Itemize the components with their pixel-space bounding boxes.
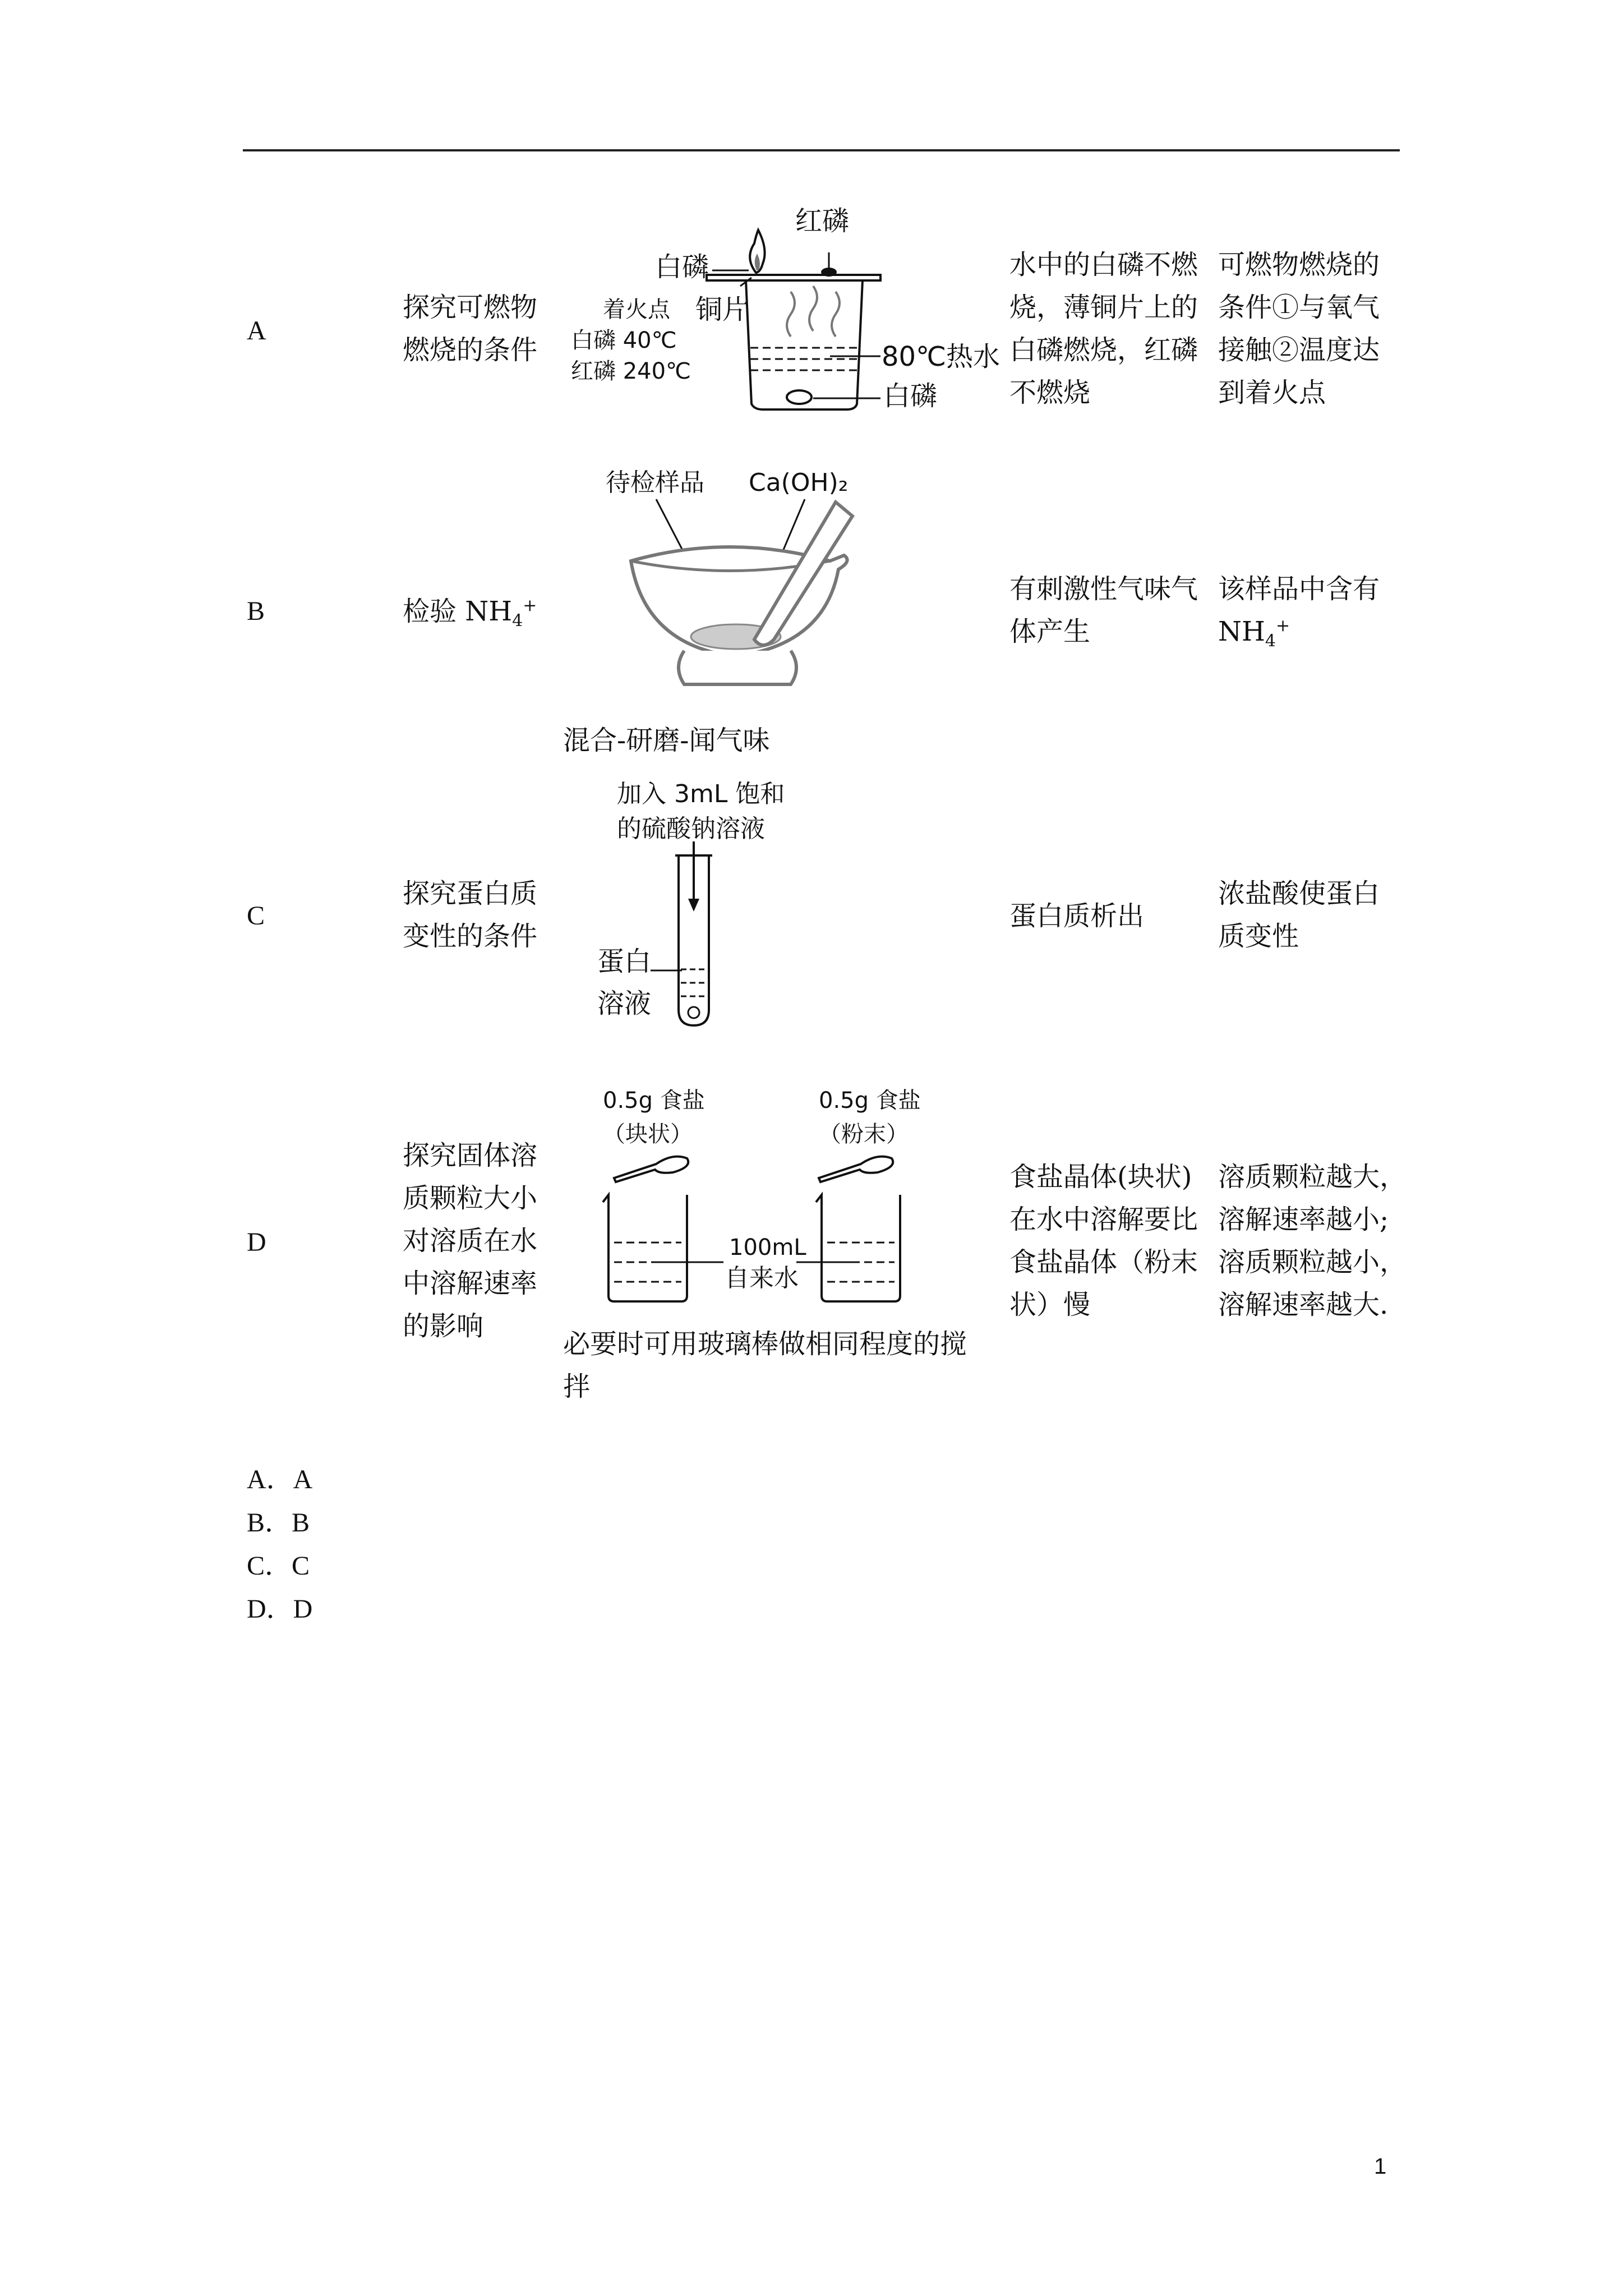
option-c[interactable]: C．C bbox=[247, 1551, 310, 1581]
spoon-right-icon bbox=[819, 1157, 893, 1182]
combustion-apparatus-figure bbox=[561, 196, 1049, 421]
row-a-purpose: 探究可燃物 燃烧的条件 bbox=[403, 292, 538, 366]
label-protein-line1: 蛋白 bbox=[597, 946, 652, 977]
option-d[interactable]: D．D bbox=[247, 1594, 313, 1624]
label-sample: 待检样品 bbox=[606, 468, 704, 497]
row-b-phenomenon: 有刺激性气味气 体产生 bbox=[1009, 573, 1198, 647]
row-b-label: B bbox=[247, 596, 265, 626]
label-white-phosphorus-top: 白磷 bbox=[655, 251, 709, 283]
row-d-label: D bbox=[247, 1227, 266, 1257]
option-a[interactable]: A．A bbox=[247, 1465, 313, 1494]
label-calcium-hydroxide: Ca(OH)₂ bbox=[749, 468, 849, 497]
header-rule bbox=[243, 149, 1400, 151]
label-salt-left-mass: 0.5g 食盐 bbox=[603, 1088, 705, 1114]
label-white-phosphorus-bottom: 白磷 bbox=[883, 380, 938, 412]
page-number: 1 bbox=[1374, 2154, 1387, 2179]
label-ignition-red: 红磷 240℃ bbox=[571, 358, 691, 384]
label-add-line2: 的硫酸钠溶液 bbox=[617, 815, 765, 843]
label-hot-water: 80℃热水 bbox=[882, 341, 1000, 372]
option-b[interactable]: B．B bbox=[247, 1508, 310, 1538]
beaker-right-shape bbox=[816, 1195, 900, 1301]
label-salt-left-form: （块状） bbox=[603, 1121, 693, 1147]
white-phosphorus-underwater bbox=[787, 390, 811, 404]
row-c-label: C bbox=[247, 901, 265, 931]
label-salt-right-mass: 0.5g 食盐 bbox=[819, 1088, 921, 1114]
label-add-line1: 加入 3mL 饱和 bbox=[617, 780, 785, 808]
row-b-figure-caption: 混合-研磨-闻气味 bbox=[563, 725, 770, 756]
label-red-phosphorus: 红磷 bbox=[795, 205, 850, 237]
beaker-left-shape bbox=[603, 1195, 687, 1301]
label-water-volume: 100mL bbox=[729, 1235, 806, 1260]
row-d-phenomenon: 食盐晶体(块状) 在水中溶解要比 食盐晶体（粉末 状）慢 bbox=[1009, 1161, 1198, 1320]
label-ignition-title: 着火点 bbox=[603, 297, 670, 323]
row-c-conclusion: 浓盐酸使蛋白 质变性 bbox=[1218, 878, 1380, 952]
red-phosphorus-dot bbox=[821, 268, 837, 277]
row-b-purpose: 检验 $NH_4^+$ bbox=[403, 596, 537, 631]
label-protein-line2: 溶液 bbox=[597, 988, 652, 1019]
mortar-base-shape bbox=[679, 651, 796, 684]
row-a-phenomenon: 水中的白磷不燃 烧，薄铜片上的 白磷燃烧，红磷 不燃烧 bbox=[1009, 249, 1198, 408]
label-ignition-white: 白磷 40℃ bbox=[571, 328, 677, 353]
label-salt-right-form: （粉末） bbox=[819, 1121, 909, 1147]
row-c-phenomenon: 蛋白质析出 bbox=[1009, 900, 1145, 932]
row-a-label: A bbox=[247, 316, 266, 346]
mortar-figure bbox=[606, 460, 920, 707]
row-a-conclusion: 可燃物燃烧的 条件①与氧气 接触②温度达 到着火点 bbox=[1218, 249, 1380, 408]
arrow-down-icon bbox=[688, 899, 699, 912]
dissolving-beakers-figure bbox=[589, 1074, 959, 1310]
test-tube-figure bbox=[578, 774, 824, 1038]
row-d-figure-note: 必要时可用玻璃棒做相同程度的搅 拌 bbox=[563, 1328, 967, 1402]
spoon-left-icon bbox=[614, 1157, 688, 1182]
label-water-type: 自来水 bbox=[725, 1264, 799, 1292]
row-d-conclusion: 溶质颗粒越大， 溶解速率越小; 溶质颗粒越小， 溶解速率越大. bbox=[1218, 1161, 1407, 1320]
row-c-purpose: 探究蛋白质 变性的条件 bbox=[403, 878, 538, 952]
row-b-conclusion: 该样品中含有 $NH_4^+$ bbox=[1218, 573, 1380, 651]
copper-sheet-shape bbox=[707, 275, 880, 280]
row-d-purpose: 探究固体溶 质颗粒大小 对溶质在水 中溶解速率 的影响 bbox=[403, 1140, 538, 1342]
label-copper: 铜片 bbox=[695, 294, 750, 325]
